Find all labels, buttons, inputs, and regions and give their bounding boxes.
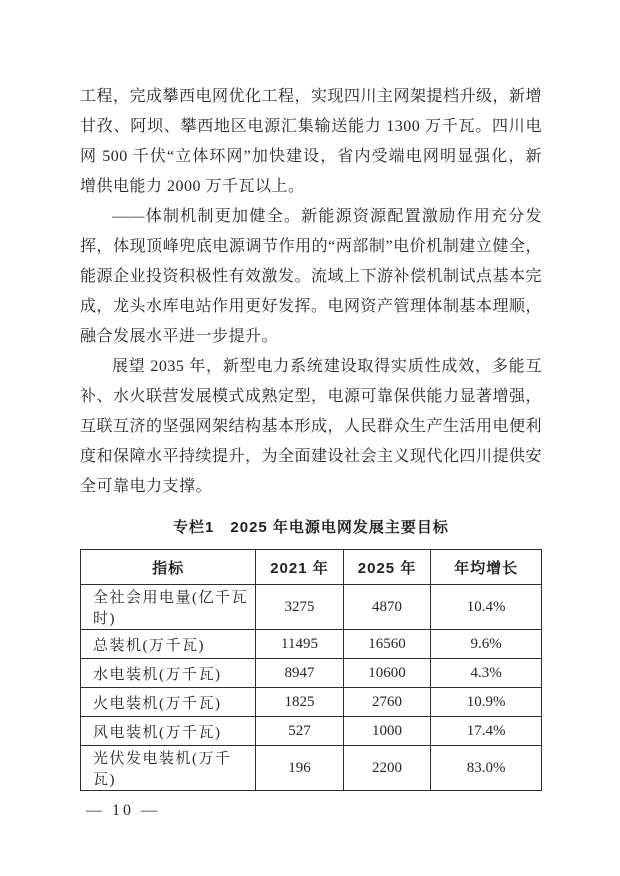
value-cell: 10.4%	[431, 585, 542, 630]
goals-table-header	[81, 550, 542, 585]
value-cell: 17.4%	[431, 717, 542, 746]
value-cell: 8947	[256, 659, 344, 688]
column-header-indicator: 指标	[81, 550, 256, 585]
goals-table-body	[81, 585, 542, 791]
goals-table	[80, 549, 542, 791]
indicator-cell: 全社会用电量(亿千瓦时)	[81, 585, 256, 630]
indicator-cell: 水电装机(万千瓦)	[81, 659, 256, 688]
column-header-2025: 2025 年	[343, 550, 431, 585]
table-row	[81, 630, 542, 659]
value-cell: 10600	[343, 659, 431, 688]
body-paragraph-continuation: 工程，完成攀西电网优化工程，实现四川主网架提档升级，新增甘孜、阿坝、攀西地区电源汇集输送能力 1300 万千瓦。四川电网 500 千伏“立体环网”加快建设，省内受端电网明显强化，新增供电能力 2000 万千瓦以上。	[80, 88, 543, 195]
value-cell: 2760	[343, 688, 431, 717]
value-cell: 1825	[256, 688, 344, 717]
value-cell: 83.0%	[431, 746, 542, 791]
indicator-cell: 总装机(万千瓦)	[81, 630, 256, 659]
body-paragraph-mechanism: ——体制机制更加健全。新能源资源配置激励作用充分发挥，体现顶峰兜底电源调节作用的“两部制”电价机制建立健全，能源企业投资积极性有效激发。流域上下游补偿机制试点基本完成，龙头水库电站作用更好发挥。电网资产管理体制基本理顺，融合发展水平进一步提升。	[80, 208, 543, 345]
indicator-cell: 火电装机(万千瓦)	[81, 688, 256, 717]
value-cell: 4870	[343, 585, 431, 630]
table-row	[81, 585, 542, 630]
value-cell: 11495	[256, 630, 344, 659]
table-caption: 专栏1 2025 年电源电网发展主要目标	[173, 519, 449, 536]
value-cell: 3275	[256, 585, 344, 630]
value-cell: 527	[256, 717, 344, 746]
body-paragraph-outlook-2035: 展望 2035 年，新型电力系统建设取得实质性成效，多能互补、水火联营发展模式成熟定型，电源可靠保供能力显著增强，互联互济的坚强网架结构基本形成，人民群众生产生活用电便利度和保障水平持续提升，为全面建设社会主义现代化四川提供安全可靠电力支撑。	[80, 358, 543, 495]
table-row	[81, 688, 542, 717]
value-cell: 9.6%	[431, 630, 542, 659]
table-row	[81, 659, 542, 688]
column-header-growth: 年均增长	[431, 550, 542, 585]
page-number: — 10 —	[86, 802, 160, 819]
value-cell: 1000	[343, 717, 431, 746]
indicator-cell: 光伏发电装机(万千瓦)	[81, 746, 256, 791]
value-cell: 4.3%	[431, 659, 542, 688]
table-row	[81, 746, 542, 791]
value-cell: 10.9%	[431, 688, 542, 717]
column-header-2021: 2021 年	[256, 550, 344, 585]
indicator-cell: 风电装机(万千瓦)	[81, 717, 256, 746]
value-cell: 2200	[343, 746, 431, 791]
header-row	[81, 550, 542, 585]
value-cell: 16560	[343, 630, 431, 659]
table-row	[81, 717, 542, 746]
value-cell: 196	[256, 746, 344, 791]
